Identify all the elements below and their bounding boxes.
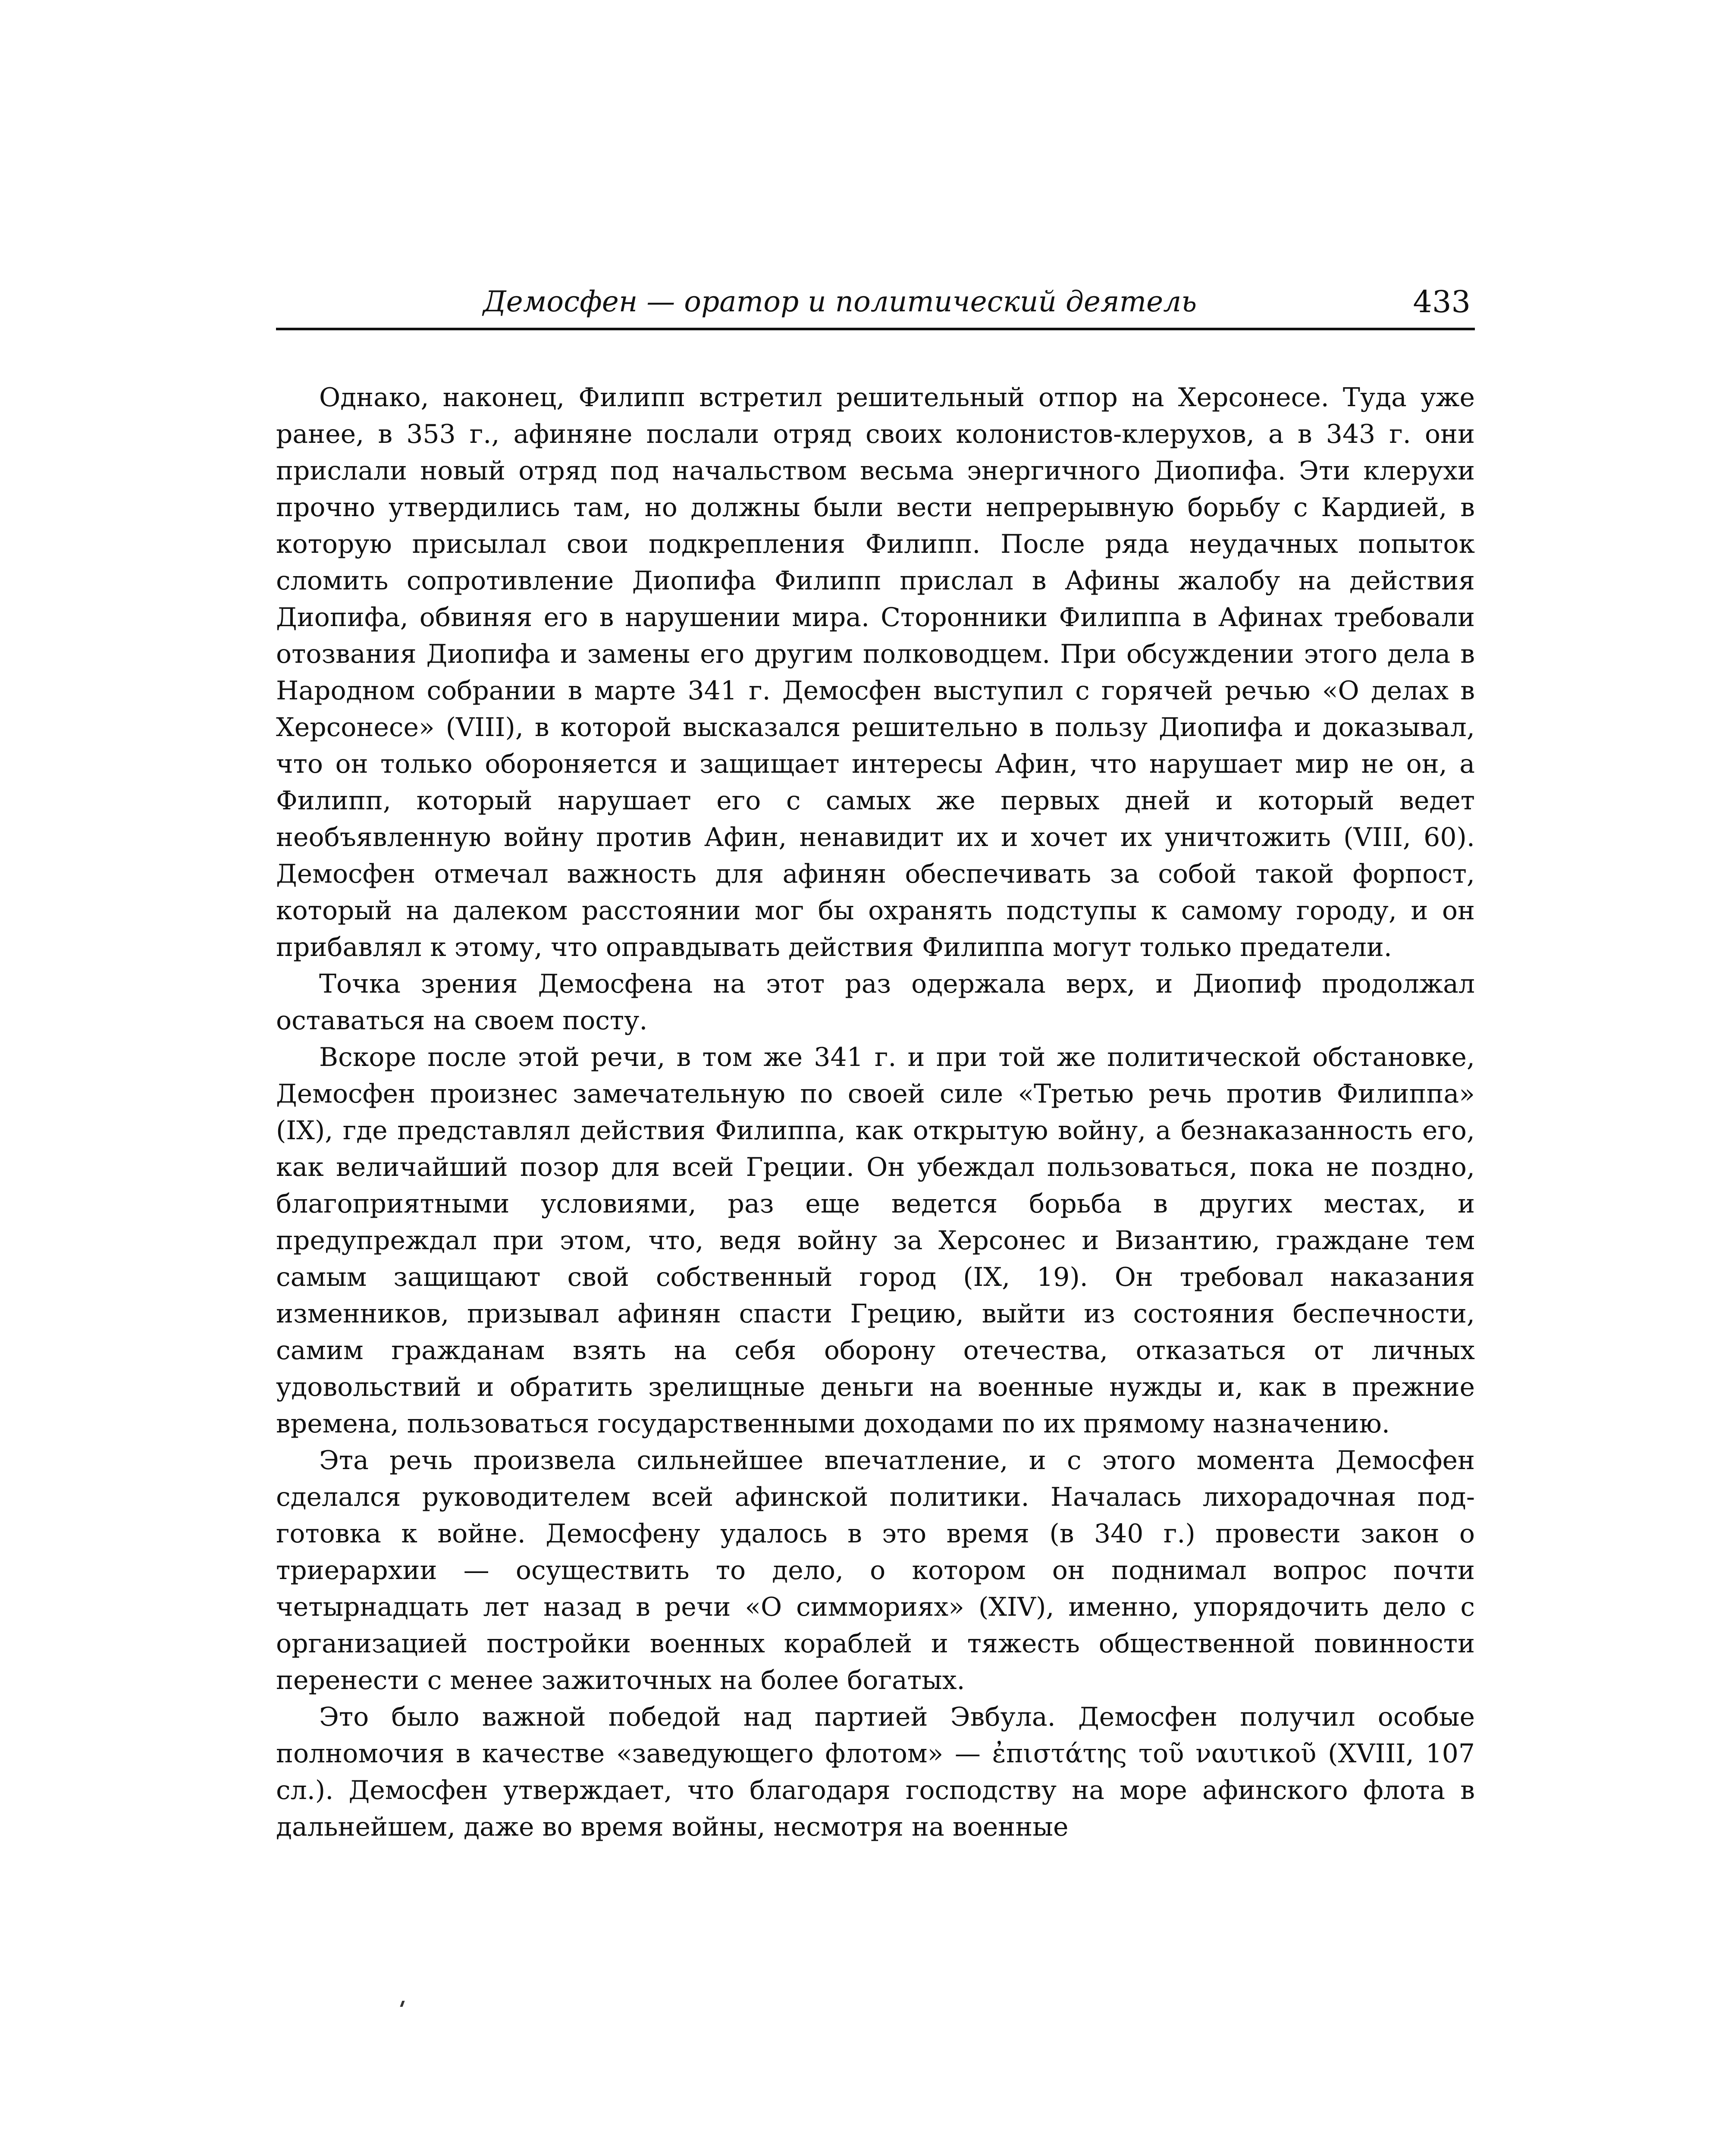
stray-ink-mark <box>400 2001 405 2007</box>
running-title: Демосфен — оратор и политический деятель <box>483 285 1197 318</box>
page-header <box>276 276 1475 330</box>
paragraph-4: Эта речь произвела сильнейшее впечатление, и с этого момента Демосфен сделался руководителем всей афинской политики. Началась лихорадочная подготовка к войне. Демосфену удалось в это время (в 340 г.) провести закон о триерархии — осуществить то дело, о котором он поднимал вопрос почти четырнадцать лет назад в речи «О симмориях» (XIV), именно, упорядочить дело с организацией постройки военных кораблей и тяжесть общественной повинности перенести с менее зажиточных на более богатых. <box>276 1445 1475 1695</box>
text-body <box>276 379 1475 1846</box>
paragraph-3: Вскоре после этой речи, в том же 341 г. и при той же политической обстановке, Демосфен произнес замечательную по своей силе «Третью речь против Филиппа» (IX), где представлял действия Филиппа, как открытую войну, а безнаказанность его, как величайший позор для всей Греции. Он убеждал пользоваться, пока не поздно, благоприятными условиями, раз еще ведется борьба в других местах, и предупреждал при этом, что, ведя войну за Херсонес и Византию, граждане тем самым защищают свой собственный город (IX, 19). Он требовал наказания изменников, призывал афинян спасти Грецию, выйти из состояния беспечности, самим гражданам взять на себя оборону отечества, отказаться от личных удовольствий и обратить зрелищные деньги на военные нужды и, как в прежние времена, пользоваться государственными доходами по их прямому назначению. <box>276 1042 1475 1439</box>
paragraph-2: Точка зрения Демосфена на этот раз одержала верх, и Диопиф продолжал оставаться на своем посту. <box>276 969 1475 1036</box>
paragraph-5: Это было важной победой над партией Эвбула. Демосфен получил особые полномочия в качестве «заведующего флотом» — ἐπιστάτης τοῦ ναυτικοῦ (XVIII, 107 сл.). Демосфен утверждает, что благодаря господству на море афинского флота в дальнейшем, даже во время войны, несмотря на военные <box>276 1702 1475 1842</box>
paragraph-1: Однако, наконец, Филипп встретил решительный отпор на Херсонесе. Туда уже ранее, в 353 г., афиняне послали отряд своих колонистов-клерухов, а в 343 г. они прислали новый отряд под начальством весьма энергичного Диопифа. Эти клерухи прочно утвердились там, но должны были вести непрерывную борьбу с Кардией, в которую присылал свои подкрепления Филипп. После ряда неудачных попыток сломить сопротивление Диопифа Филипп прислал в Афины жалобу на действия Диопифа, обвиняя его в нарушении мира. Сторонники Филиппа в Афинах требовали отозвания Диопифа и замены его другим полководцем. При обсуждении этого дела в Народном собрании в марте 341 г. Демосфен выступил с горячей речью «О делах в Херсонесе» (VIII), в которой высказался решительно в пользу Диопифа и доказывал, что он только обороняется и защищает интересы Афин, что нарушает мир не он, а Филипп, который нарушает его с самых же первых дней и который ведет необъявленную войну против Афин, ненавидит их и хочет их уничтожить (VIII, 60). Демосфен отмечал важность для афинян обеспечивать за собой такой форпост, который на далеком расстоянии мог бы охранять подступы к самому городу, и он прибавлял к этому, что оправдывать действия Филиппа могут только предатели. <box>276 382 1475 962</box>
page-number: 433 <box>1413 284 1471 320</box>
